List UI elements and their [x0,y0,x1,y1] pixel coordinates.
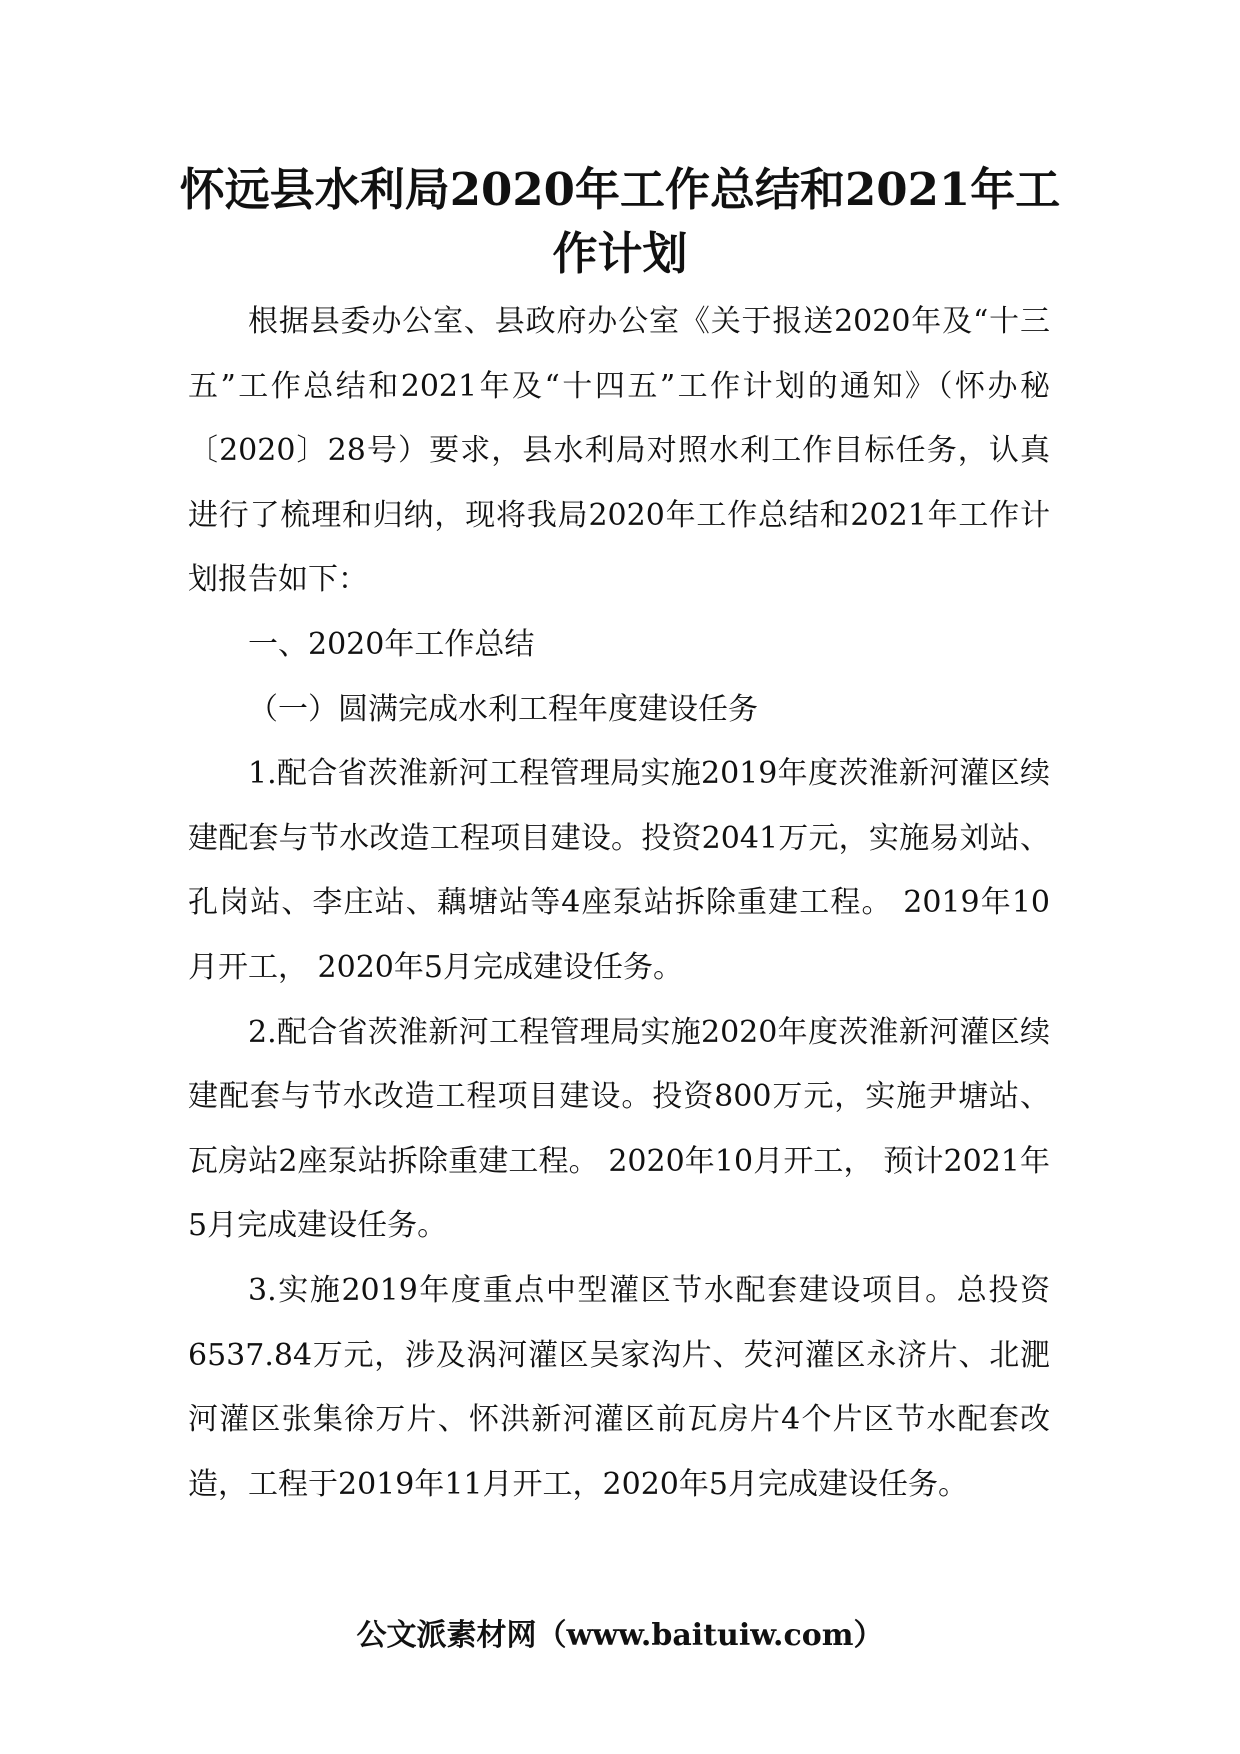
item-paragraph-3: 3.实施2019年度重点中型灌区节水配套建设项目。总投资6537.84万元，涉及涡河灌区吴家沟片、芡河灌区永济片、北淝河灌区张集徐万片、怀洪新河灌区前瓦房片4个片区节水配套改造，工程于2019年11月开工，2020年5月完成建设任务。 [188,1272,1050,1502]
title-line-2: 作计划 [552,227,688,280]
subsection-heading: （一）圆满完成水利工程年度建设任务 [248,691,758,727]
section-heading: 一、2020年工作总结 [248,626,535,662]
item-paragraph-2: 2.配合省茨淮新河工程管理局实施2020年度茨淮新河灌区续建配套与节水改造工程项目建设。投资800万元，实施尹塘站、瓦房站2座泵站拆除重建工程。 2020年10月开工， 预计2021年5月完成建设任务。 [188,1014,1050,1244]
item-paragraph-1: 1.配合省茨淮新河工程管理局实施2019年度茨淮新河灌区续建配套与节水改造工程项目建设。投资2041万元，实施易刘站、孔岗站、李庄站、藕塘站等4座泵站拆除重建工程。 2019年10月开工， 2020年5月完成建设任务。 [188,756,1050,985]
document-body [188,290,1050,1517]
document-title [170,158,1070,286]
title-line-1: 怀远县水利局2020年工作总结和2021年工 [179,163,1061,216]
footer-watermark-text: 公文派素材网（www.baituiw.com） [356,1618,884,1653]
intro-paragraph: 根据县委办公室、县政府办公室《关于报送2020年及“十三五”工作总结和2021年及“十四五”工作计划的通知》（怀办秘〔2020〕28号）要求，县水利局对照水利工作目标任务，认真进行了梳理和归纳，现将我局2020年工作总结和2021年工作计划报告如下： [188,304,1050,598]
